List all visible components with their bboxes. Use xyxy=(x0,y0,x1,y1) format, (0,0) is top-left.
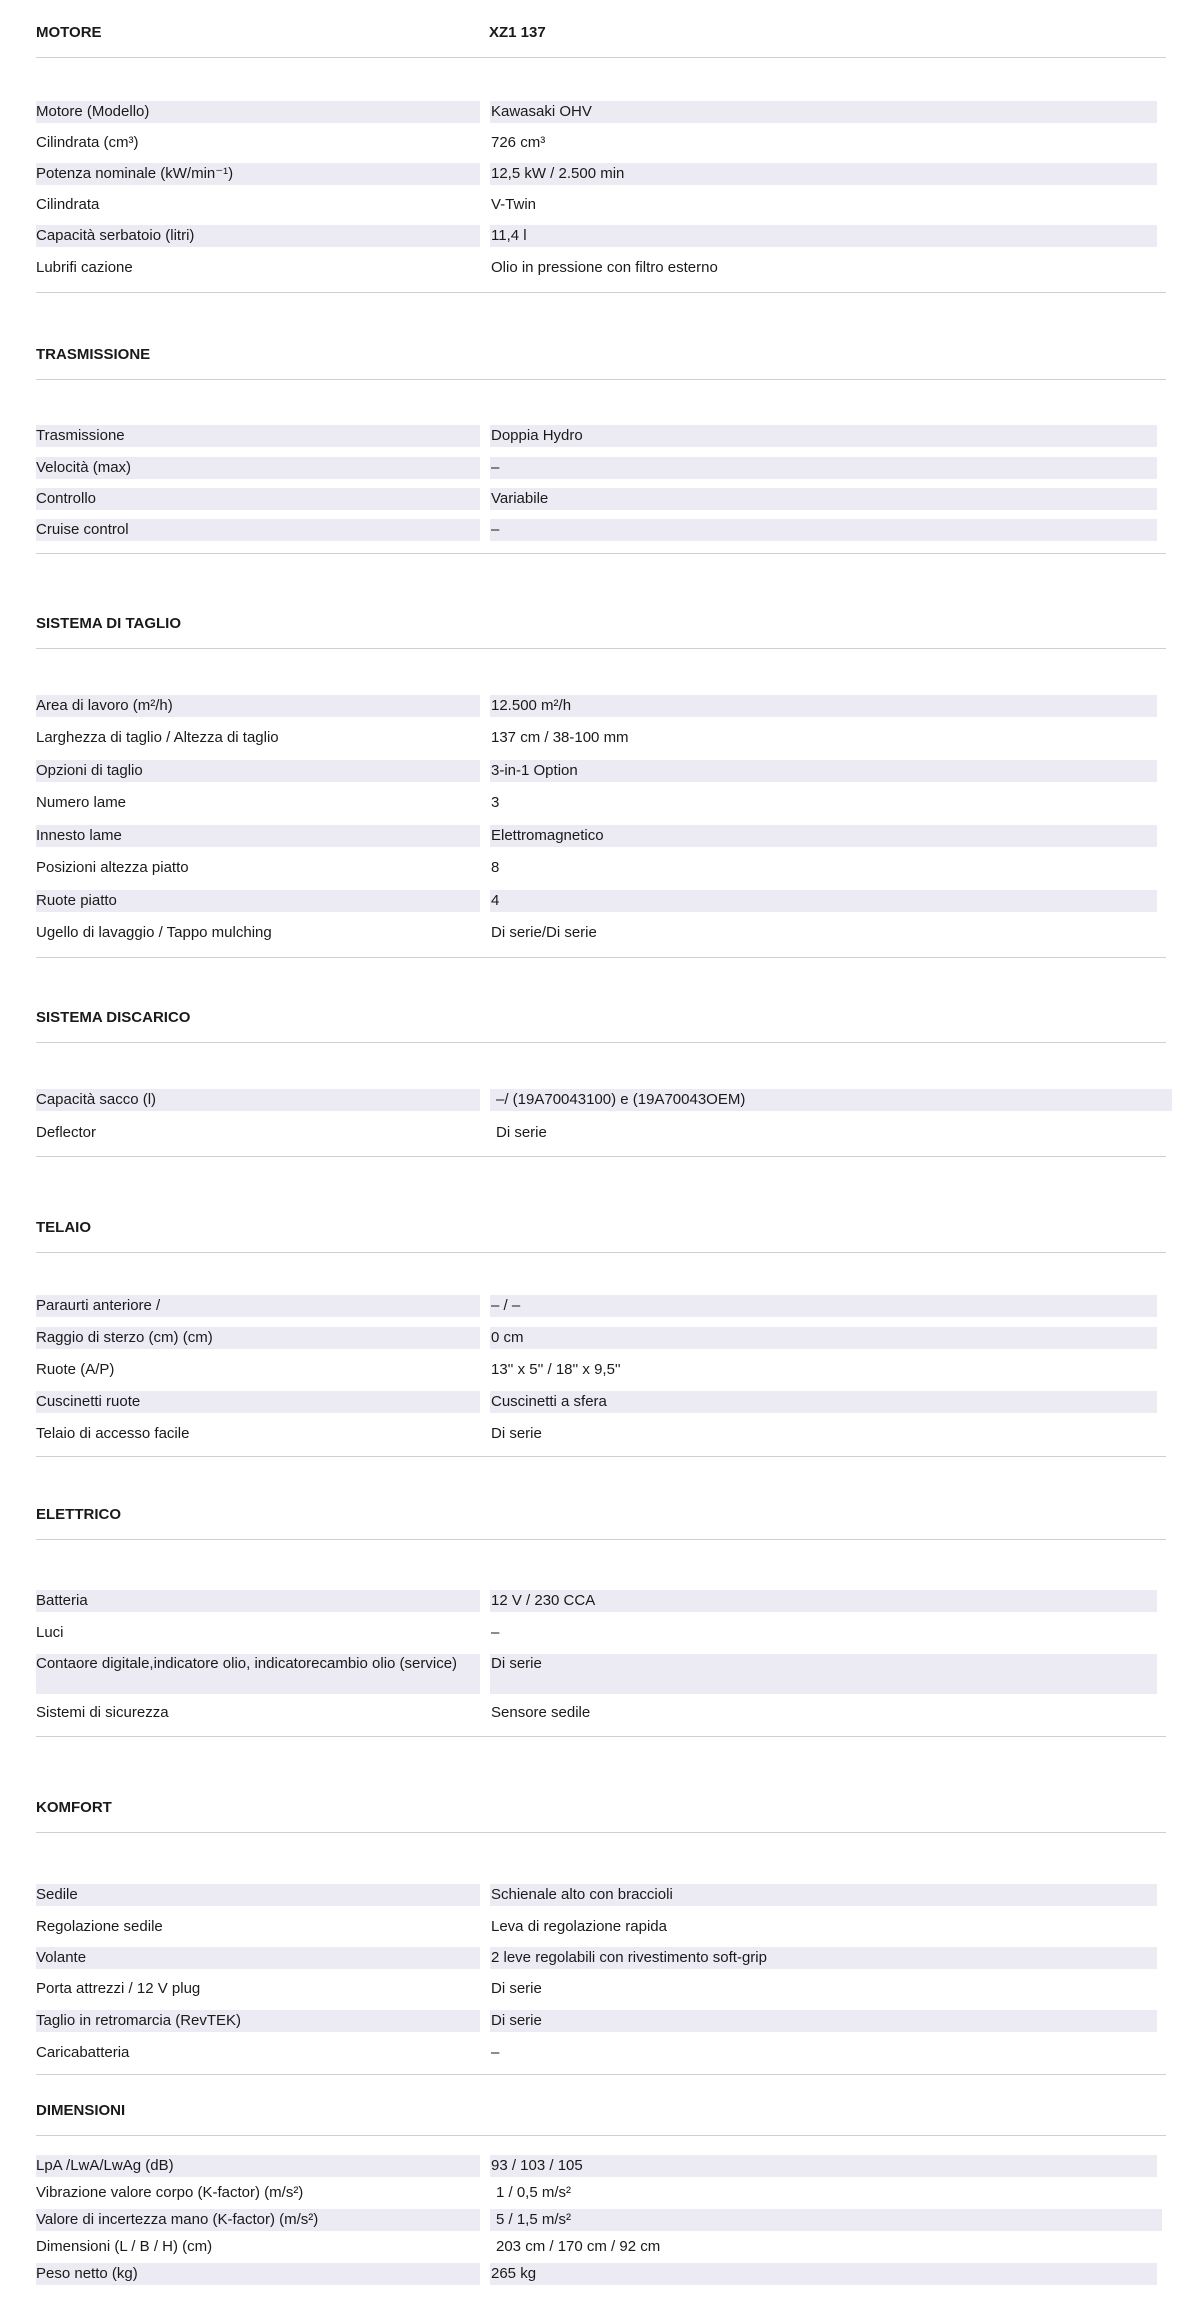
spec-value: Olio in pressione con filtro esterno xyxy=(491,259,718,276)
section-title: KOMFORT xyxy=(36,1799,112,1816)
section-divider xyxy=(36,2074,1166,2075)
spec-value: Di serie xyxy=(490,2010,1157,2032)
spec-label: Motore (Modello) xyxy=(36,101,480,123)
spec-label: Caricabatteria xyxy=(36,2044,130,2061)
spec-value: – xyxy=(490,519,1157,541)
spec-label: Luci xyxy=(36,1624,64,1641)
spec-value: 137 cm / 38-100 mm xyxy=(491,729,629,746)
spec-value: 4 xyxy=(490,890,1157,912)
spec-row xyxy=(36,2155,1166,2177)
spec-row xyxy=(36,225,1166,247)
model-name: XZ1 137 xyxy=(489,24,546,41)
spec-label: Capacità sacco (l) xyxy=(36,1089,480,1111)
spec-value: Schienale alto con braccioli xyxy=(490,1884,1157,1906)
spec-row xyxy=(36,1089,1166,1111)
spec-row xyxy=(36,1590,1166,1612)
spec-row xyxy=(36,457,1166,479)
spec-label: Valore di incertezza mano (K-factor) (m/s²) xyxy=(36,2209,480,2231)
section-header-elettrico xyxy=(36,1492,1166,1540)
spec-value: Di serie xyxy=(490,1654,1157,1694)
section-title: ELETTRICO xyxy=(36,1506,121,1523)
spec-row xyxy=(36,2182,1166,2204)
spec-value: 0 cm xyxy=(490,1327,1157,1349)
spec-row xyxy=(36,760,1166,782)
spec-value: 203 cm / 170 cm / 92 cm xyxy=(496,2238,661,2255)
spec-row xyxy=(36,2263,1166,2285)
spec-label: Ruote (A/P) xyxy=(36,1361,115,1378)
spec-label: Cilindrata xyxy=(36,196,100,213)
spec-label: Controllo xyxy=(36,488,480,510)
spec-value: Di serie xyxy=(496,1124,547,1141)
spec-row xyxy=(36,519,1166,541)
section-title: TRASMISSIONE xyxy=(36,346,151,363)
section-divider xyxy=(36,1156,1166,1157)
spec-value: – xyxy=(490,457,1157,479)
spec-row xyxy=(36,1978,1166,2000)
spec-value: 8 xyxy=(491,859,500,876)
spec-label: Numero lame xyxy=(36,794,127,811)
spec-row xyxy=(36,194,1166,216)
spec-value: Elettromagnetico xyxy=(490,825,1157,847)
spec-label: Cuscinetti ruote xyxy=(36,1391,480,1413)
spec-label: Paraurti anteriore / xyxy=(36,1295,480,1317)
spec-value: –/ (19A70043100) e (19A70043OEM) xyxy=(490,1089,1172,1111)
spec-label: Deflector xyxy=(36,1124,97,1141)
spec-value: 13'' x 5'' / 18'' x 9,5'' xyxy=(491,1361,621,1378)
section-header-motore xyxy=(36,10,1166,58)
spec-value: – xyxy=(491,2044,500,2061)
spec-label: Batteria xyxy=(36,1590,480,1612)
spec-label: Cruise control xyxy=(36,519,480,541)
section-divider xyxy=(36,292,1166,293)
section-divider xyxy=(36,553,1166,554)
spec-label: Velocità (max) xyxy=(36,457,480,479)
spec-value: 1 / 0,5 m/s² xyxy=(496,2184,572,2201)
spec-label: Larghezza di taglio / Altezza di taglio xyxy=(36,729,279,746)
spec-row xyxy=(36,727,1166,749)
spec-row xyxy=(36,132,1166,154)
spec-value: 93 / 103 / 105 xyxy=(490,2155,1157,2177)
spec-value: – / – xyxy=(490,1295,1157,1317)
spec-row xyxy=(36,1916,1166,1938)
spec-label: Telaio di accesso facile xyxy=(36,1425,190,1442)
spec-row xyxy=(36,425,1166,447)
spec-label: Sistemi di sicurezza xyxy=(36,1704,169,1721)
spec-row xyxy=(36,1423,1166,1445)
spec-label: Posizioni altezza piatto xyxy=(36,859,189,876)
section-title: SISTEMA DISCARICO xyxy=(36,1009,191,1026)
spec-value: 12 V / 230 CCA xyxy=(490,1590,1157,1612)
spec-label: Porta attrezzi / 12 V plug xyxy=(36,1980,201,1997)
spec-value: Variabile xyxy=(490,488,1157,510)
spec-value: 726 cm³ xyxy=(491,134,546,151)
section-title: MOTORE xyxy=(36,24,102,41)
spec-row xyxy=(36,695,1166,717)
spec-row xyxy=(36,1391,1166,1413)
spec-value: 5 / 1,5 m/s² xyxy=(490,2209,1162,2231)
spec-row xyxy=(36,2010,1166,2032)
spec-label: Vibrazione valore corpo (K-factor) (m/s²) xyxy=(36,2184,304,2201)
spec-value: Leva di regolazione rapida xyxy=(491,1918,667,1935)
spec-label: Regolazione sedile xyxy=(36,1918,163,1935)
spec-label: Sedile xyxy=(36,1884,480,1906)
spec-row xyxy=(36,857,1166,879)
section-title: TELAIO xyxy=(36,1219,91,1236)
spec-value: 12.500 m²/h xyxy=(490,695,1157,717)
spec-label: Peso netto (kg) xyxy=(36,2263,480,2285)
spec-value: 2 leve regolabili con rivestimento soft-grip xyxy=(490,1947,1157,1969)
spec-label: Cilindrata (cm³) xyxy=(36,134,139,151)
spec-value: Di serie xyxy=(491,1980,542,1997)
spec-row xyxy=(36,1654,1166,1694)
spec-row xyxy=(36,1622,1166,1644)
spec-label: Capacità serbatoio (litri) xyxy=(36,225,480,247)
spec-row xyxy=(36,2209,1166,2231)
spec-label: Potenza nominale (kW/min⁻¹) xyxy=(36,163,480,185)
spec-row xyxy=(36,2236,1166,2258)
spec-row xyxy=(36,1947,1166,1969)
spec-label: Lubrifi cazione xyxy=(36,259,133,276)
spec-row xyxy=(36,488,1166,510)
spec-label: Area di lavoro (m²/h) xyxy=(36,695,480,717)
spec-label: Raggio di sterzo (cm) (cm) xyxy=(36,1327,480,1349)
spec-row xyxy=(36,1295,1166,1317)
spec-row xyxy=(36,922,1166,944)
spec-row xyxy=(36,792,1166,814)
section-header-discarico xyxy=(36,995,1166,1043)
spec-row xyxy=(36,2042,1166,2064)
spec-label: Dimensioni (L / B / H) (cm) xyxy=(36,2238,213,2255)
spec-row xyxy=(36,1884,1166,1906)
spec-value: 3-in-1 Option xyxy=(490,760,1157,782)
spec-row xyxy=(36,257,1166,279)
section-divider xyxy=(36,1456,1166,1457)
section-divider xyxy=(36,1736,1166,1737)
spec-value: Doppia Hydro xyxy=(490,425,1157,447)
spec-row xyxy=(36,825,1166,847)
section-title: SISTEMA DI TAGLIO xyxy=(36,615,181,632)
spec-row xyxy=(36,1702,1166,1724)
spec-row xyxy=(36,1327,1166,1349)
spec-value: 11,4 l xyxy=(490,225,1157,247)
spec-row xyxy=(36,101,1166,123)
spec-value: Cuscinetti a sfera xyxy=(490,1391,1157,1413)
section-header-trasmissione xyxy=(36,332,1166,380)
spec-value: Kawasaki OHV xyxy=(490,101,1157,123)
section-header-taglio xyxy=(36,601,1166,649)
section-header-dimensioni xyxy=(36,2088,1166,2136)
spec-label: LpA /LwA/LwAg (dB) xyxy=(36,2155,480,2177)
spec-row xyxy=(36,163,1166,185)
spec-label: Opzioni di taglio xyxy=(36,760,480,782)
spec-value: V-Twin xyxy=(491,196,537,213)
spec-label: Volante xyxy=(36,1947,480,1969)
spec-row xyxy=(36,1359,1166,1381)
spec-label: Taglio in retromarcia (RevTEK) xyxy=(36,2010,480,2032)
section-title: DIMENSIONI xyxy=(36,2102,126,2119)
spec-row xyxy=(36,890,1166,912)
spec-value: 12,5 kW / 2.500 min xyxy=(490,163,1157,185)
spec-value: 265 kg xyxy=(490,2263,1157,2285)
spec-label: Ruote piatto xyxy=(36,890,480,912)
section-header-telaio xyxy=(36,1205,1166,1253)
spec-row xyxy=(36,1122,1166,1144)
spec-label: Contaore digitale,indicatore olio, indicatorecambio olio (service) xyxy=(36,1654,480,1694)
spec-label: Innesto lame xyxy=(36,825,480,847)
spec-value: Di serie xyxy=(491,1425,542,1442)
spec-label: Trasmissione xyxy=(36,425,480,447)
spec-label: Ugello di lavaggio / Tappo mulching xyxy=(36,924,272,941)
spec-value: Di serie/Di serie xyxy=(491,924,597,941)
section-header-komfort xyxy=(36,1785,1166,1833)
spec-value: 3 xyxy=(491,794,500,811)
section-divider xyxy=(36,957,1166,958)
spec-value: – xyxy=(491,1624,500,1641)
spec-value: Sensore sedile xyxy=(491,1704,591,1721)
